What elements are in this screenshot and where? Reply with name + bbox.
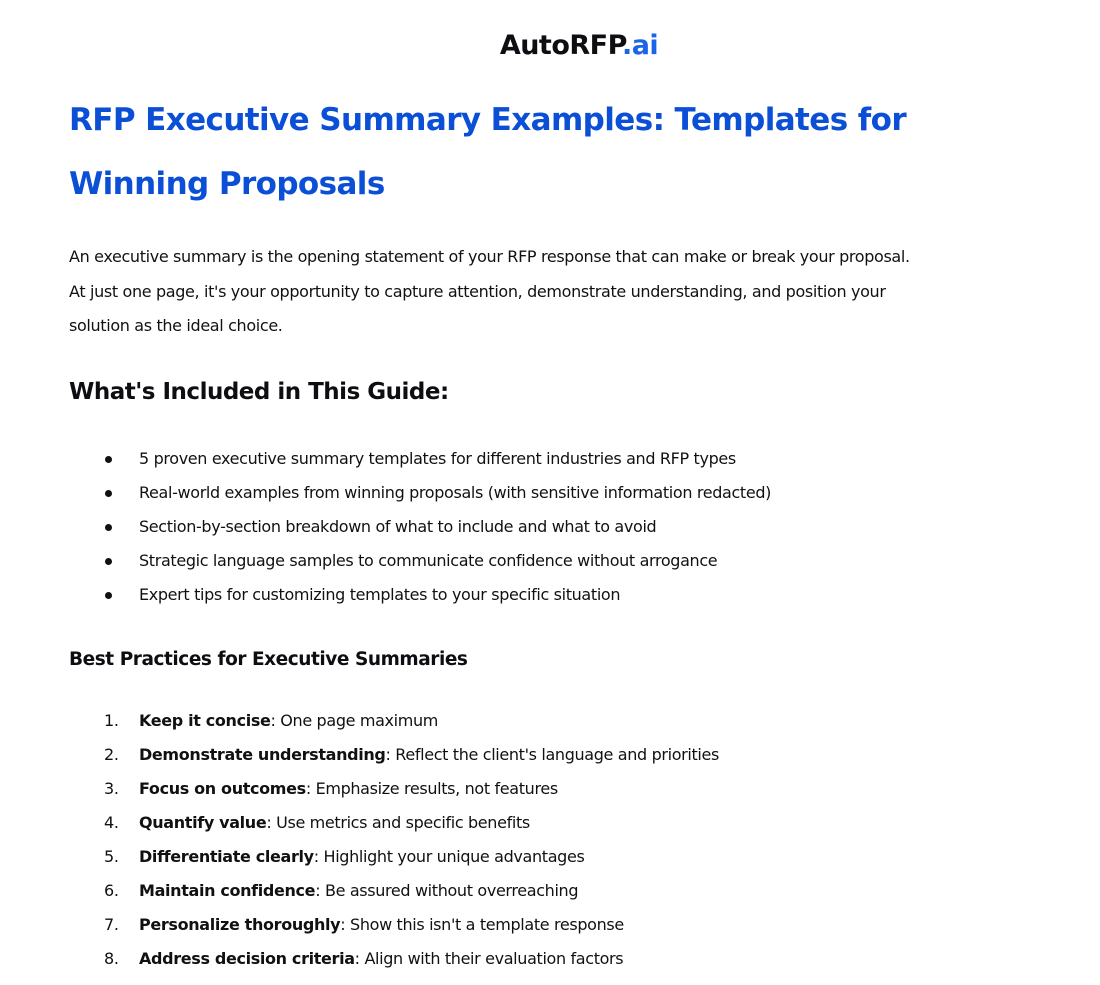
list-item-text: Section-by-section breakdown of what to include and what to avoid <box>139 517 657 536</box>
list-item <box>0 476 1100 510</box>
practice-description: : Emphasize results, not features <box>305 779 558 798</box>
list-item-text <box>139 942 623 976</box>
practice-description: : Highlight your unique advantages <box>313 847 585 866</box>
list-item <box>0 772 1100 806</box>
list-item-text: Real-world examples from winning proposals (with sensitive information redacted) <box>139 483 772 502</box>
practice-term: Maintain confidence <box>139 881 316 900</box>
best-practices-heading: Best Practices for Executive Summaries <box>69 649 468 670</box>
list-item-text <box>139 840 584 874</box>
bullet-icon <box>105 456 112 463</box>
intro-line: At just one page, it's your opportunity to capture attention, demonstrate understanding, and position your <box>69 281 886 301</box>
bullet-icon <box>105 558 112 565</box>
included-list <box>0 442 1100 612</box>
list-item <box>0 704 1100 738</box>
list-number: 4. <box>104 813 119 832</box>
practice-term: Demonstrate understanding <box>139 745 386 764</box>
list-item <box>0 840 1100 874</box>
list-item <box>0 442 1100 476</box>
list-item-text: Strategic language samples to communicate confidence without arrogance <box>139 551 718 570</box>
list-item-text <box>139 704 438 738</box>
list-number: 3. <box>104 779 119 798</box>
bullet-icon <box>105 592 112 599</box>
logo-domain-suffix: .ai <box>621 30 659 61</box>
list-number: 7. <box>104 915 119 934</box>
practice-description: : Be assured without overreaching <box>315 881 579 900</box>
list-item-text <box>139 874 578 908</box>
bullet-icon <box>105 524 112 531</box>
logo-wordmark: AutoRFP <box>499 30 622 61</box>
practice-term: Focus on outcomes <box>139 779 306 798</box>
list-item <box>0 806 1100 840</box>
list-item-text <box>139 738 719 772</box>
included-section-heading: What's Included in This Guide: <box>69 379 449 405</box>
list-item <box>0 544 1100 578</box>
list-item-text <box>139 772 558 806</box>
list-item-text: 5 proven executive summary templates for different industries and RFP types <box>139 449 736 468</box>
list-item <box>0 738 1100 772</box>
practice-description: : Align with their evaluation factors <box>354 949 624 968</box>
list-number: 5. <box>104 847 119 866</box>
list-item-text: Expert tips for customizing templates to your specific situation <box>139 585 621 604</box>
practice-term: Keep it concise <box>139 711 271 730</box>
list-item <box>0 874 1100 908</box>
bullet-icon <box>105 490 112 497</box>
list-item <box>0 578 1100 612</box>
practice-term: Differentiate clearly <box>139 847 314 866</box>
list-number: 6. <box>104 881 119 900</box>
practice-description: : Use metrics and specific benefits <box>266 813 530 832</box>
list-item <box>0 510 1100 544</box>
intro-line: solution as the ideal choice. <box>69 316 283 335</box>
list-item <box>0 908 1100 942</box>
practice-term: Address decision criteria <box>139 949 355 968</box>
practice-description: : One page maximum <box>270 711 439 730</box>
intro-paragraph <box>69 240 1049 344</box>
practice-term: Personalize thoroughly <box>139 915 341 934</box>
practice-description: : Reflect the client's language and priorities <box>385 745 719 764</box>
list-item <box>0 942 1100 976</box>
list-item-text <box>139 908 624 942</box>
document-title: RFP Executive Summary Examples: Templates for Winning Proposals <box>69 102 907 202</box>
list-number: 2. <box>104 745 119 764</box>
list-number: 8. <box>104 949 119 968</box>
best-practices-list <box>0 704 1100 976</box>
practice-description: : Show this isn't a template response <box>340 915 624 934</box>
intro-line: An executive summary is the opening statement of your RFP response that can make or break your proposal. <box>69 247 910 266</box>
list-item-text <box>139 806 530 840</box>
practice-term: Quantify value <box>139 813 267 832</box>
list-number: 1. <box>104 711 119 730</box>
brand-logo <box>0 28 1100 64</box>
